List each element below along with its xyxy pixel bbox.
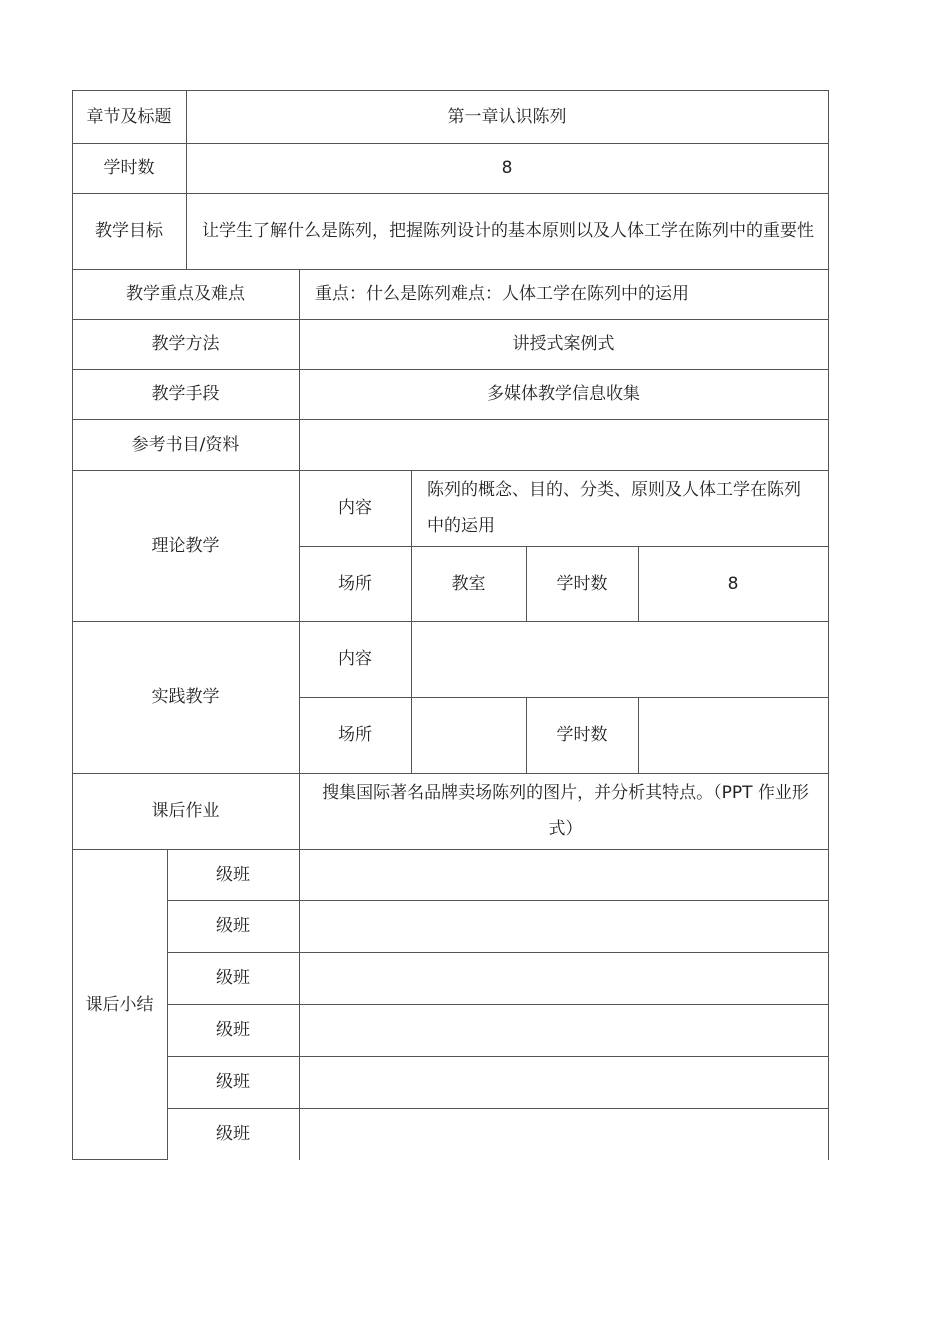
practice-place-label: 场所 bbox=[338, 725, 372, 745]
theory-content-value: 陈列的概念、目的、分类、原则及人体工学在陈列中的运用 bbox=[427, 480, 801, 536]
practice-place-value[interactable] bbox=[411, 697, 526, 773]
summary-class-name: 级班 bbox=[216, 968, 250, 988]
key-points-label: 教学重点及难点 bbox=[126, 284, 245, 304]
theory-content-label: 内容 bbox=[338, 498, 372, 518]
practice-hours-label: 学时数 bbox=[556, 725, 608, 745]
practice-content-value[interactable] bbox=[411, 621, 828, 697]
practice-hours-value[interactable] bbox=[638, 697, 828, 773]
objective-label: 教学目标 bbox=[95, 221, 163, 241]
homework-label: 课后作业 bbox=[151, 801, 220, 821]
summary-class-name: 级班 bbox=[216, 1020, 250, 1040]
means-value: 多媒体教学信息收集 bbox=[487, 384, 640, 404]
references-value[interactable] bbox=[299, 419, 828, 470]
summary-class-name: 级班 bbox=[216, 1072, 250, 1092]
summary-class-name: 级班 bbox=[216, 864, 250, 885]
theory-hours-value: 8 bbox=[727, 573, 739, 594]
summary-class-name: 级班 bbox=[216, 1124, 250, 1144]
summary-class-value[interactable] bbox=[299, 1108, 828, 1160]
summary-class-value[interactable] bbox=[299, 952, 828, 1004]
theory-label: 理论教学 bbox=[151, 535, 220, 556]
summary-class-name: 级班 bbox=[216, 916, 250, 936]
summary-class-value[interactable] bbox=[299, 900, 828, 952]
homework-value: 搜集国际著名品牌卖场陈列的图片，并分析其特点。（PPT 作业形式） bbox=[322, 783, 809, 839]
summary-label: 课后小结 bbox=[85, 994, 154, 1015]
summary-class-value[interactable] bbox=[299, 849, 828, 900]
means-label: 教学手段 bbox=[151, 384, 220, 404]
method-value: 讲授式案例式 bbox=[512, 334, 615, 354]
key-points-value: 重点：什么是陈列难点：人体工学在陈列中的运用 bbox=[315, 284, 689, 304]
chapter-value: 第一章认识陈列 bbox=[447, 106, 567, 127]
references-label: 参考书目/资料 bbox=[131, 434, 240, 455]
practice-label: 实践教学 bbox=[151, 687, 220, 707]
objective-value: 让学生了解什么是陈列，把握陈列设计的基本原则以及人体工学在陈列中的重要性 bbox=[202, 221, 814, 241]
theory-hours-label: 学时数 bbox=[556, 573, 608, 594]
summary-class-value[interactable] bbox=[299, 1004, 828, 1056]
summary-class-value[interactable] bbox=[299, 1056, 828, 1108]
practice-content-label: 内容 bbox=[338, 649, 372, 669]
hours-label: 学时数 bbox=[103, 158, 155, 178]
method-label: 教学方法 bbox=[151, 334, 220, 354]
rule bbox=[828, 90, 829, 1160]
hours-value: 8 bbox=[501, 158, 513, 178]
theory-place-label: 场所 bbox=[338, 573, 372, 594]
theory-place-value: 教室 bbox=[451, 573, 486, 594]
chapter-label: 章节及标题 bbox=[86, 106, 172, 127]
